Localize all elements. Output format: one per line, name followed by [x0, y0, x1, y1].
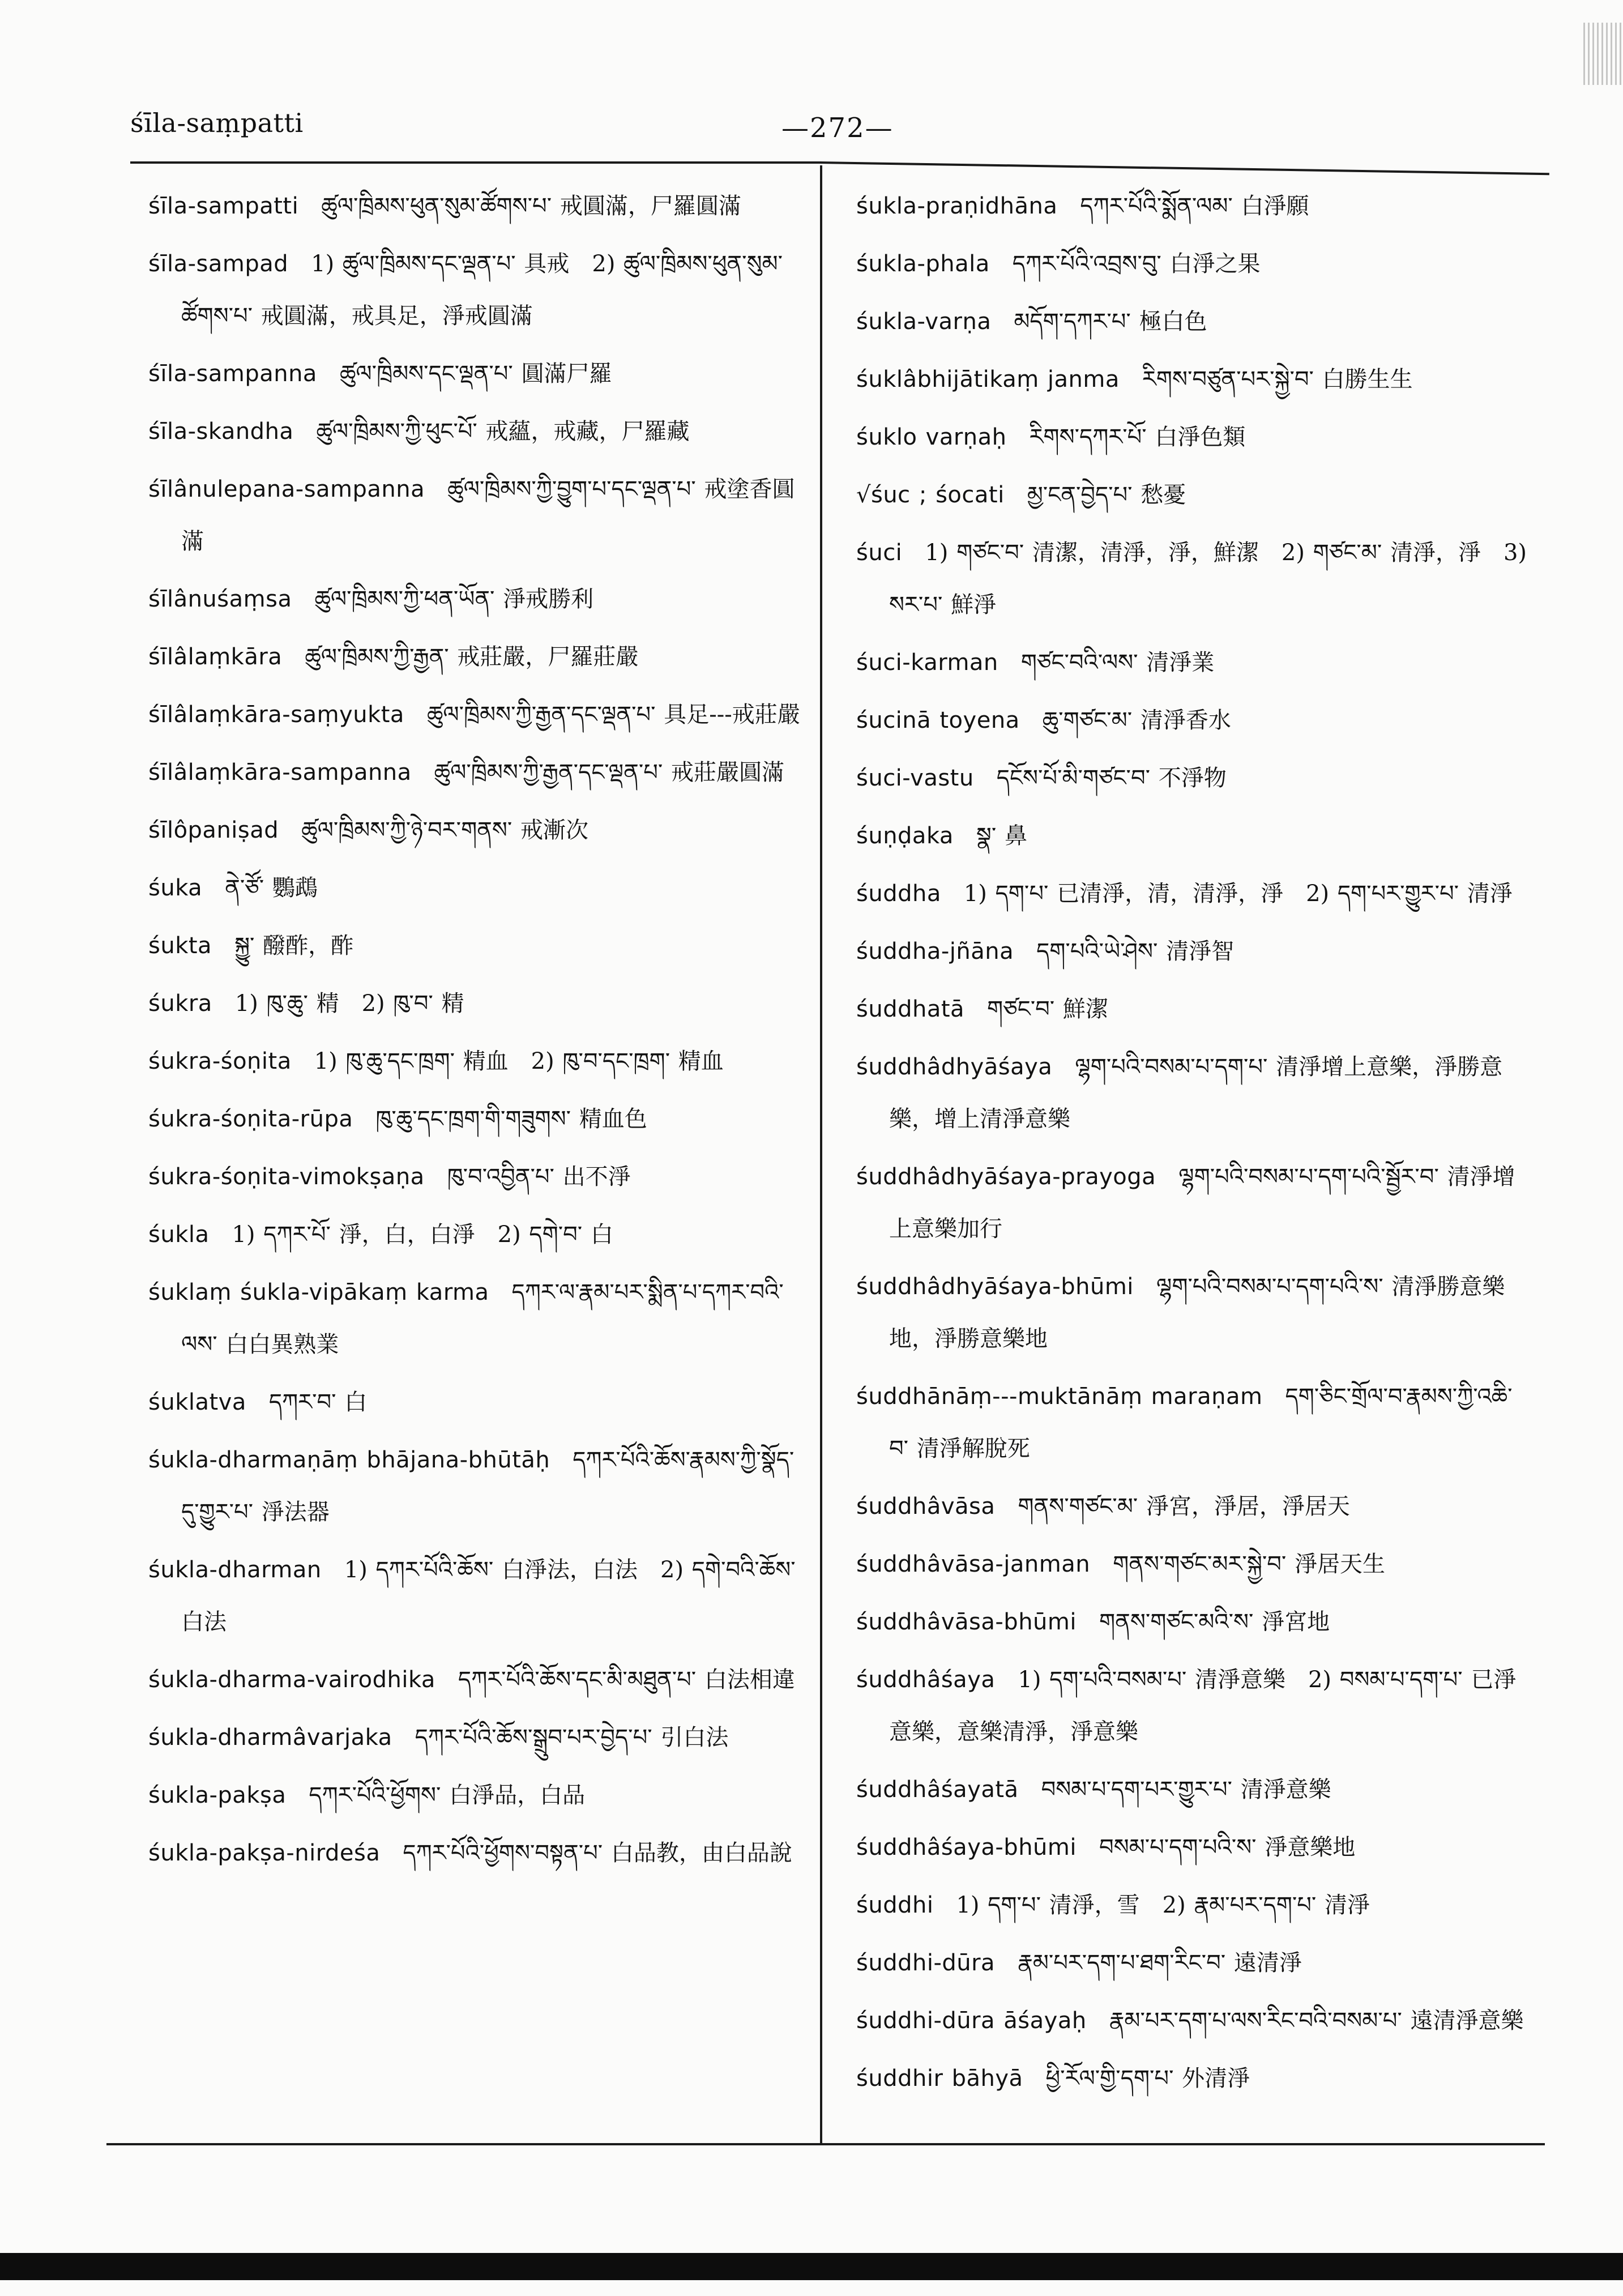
entry-headword: śīla-sampatti — [148, 193, 299, 219]
entry-definition: དཀར་བ་ 白 — [268, 1389, 368, 1415]
dictionary-entry — [856, 810, 1530, 862]
entry-headword: śuka — [148, 875, 203, 901]
entry-headword: śuddhi — [856, 1892, 934, 1918]
entry-definition: 1) དཀར་པོའི་ཆོས་ 白淨法，白法 2) དགེ་བའི་ཆོས་ 白法 — [181, 1557, 796, 1635]
dictionary-entry — [856, 527, 1530, 631]
dictionary-entry — [148, 1266, 805, 1371]
dictionary-entry — [148, 631, 805, 683]
entry-headword: śuddhâdhyāśaya-bhūmi — [856, 1274, 1134, 1300]
entry-definition: དག་ཅིང་གྲོལ་བ་རྣམས་ཀྱི་འཆི་བ་ 清淨解脫死 — [889, 1384, 1513, 1462]
right-column — [856, 180, 1530, 2110]
bottom-rule — [106, 2143, 1545, 2145]
dictionary-entry — [856, 411, 1530, 463]
entry-definition: གནས་གཙང་མའི་ས་ 淨宮地 — [1099, 1609, 1330, 1635]
entry-headword: śīlânuśaṃsa — [148, 586, 292, 612]
entry-headword: śuci-vastu — [856, 765, 974, 791]
entry-definition: དཀར་པོའི་ཆོས་རྣམས་ཀྱི་སྣོད་དུ་གྱུར་པ་ 淨法器 — [181, 1447, 795, 1525]
entry-definition: 1) དག་པ་ 清淨，雪 2) རྣམ་པར་དག་པ་ 清淨 — [956, 1892, 1370, 1918]
entry-definition: རྣམ་པར་དག་པ་ལས་རིང་བའི་བསམ་པ་ 遠清淨意樂 — [1109, 2008, 1524, 2034]
dictionary-entry — [148, 1544, 805, 1648]
entry-headword: śukla-varṇa — [856, 309, 992, 335]
entry-headword: śuddhâdhyāśaya-prayoga — [856, 1164, 1156, 1190]
entry-headword: śukla — [148, 1222, 210, 1248]
dictionary-entry — [856, 1654, 1530, 1758]
entry-definition: སྐྱུ་ 醱酢，酢 — [234, 933, 354, 959]
entry-headword: śuci — [856, 540, 903, 566]
entry-definition: 1) གཙང་བ་ 清潔，清淨，淨，鮮潔 2) གཙང་མ་ 清淨，淨 3) སར་པ་ 鮮淨 — [889, 540, 1527, 618]
dictionary-entry — [148, 1093, 805, 1145]
dictionary-entry — [856, 694, 1530, 746]
dictionary-entry — [148, 689, 805, 741]
entry-definition: 1) ཁུ་ཆུ་དང་ཁྲག་ 精血 2) ཁུ་བ་དང་ཁྲག་ 精血 — [314, 1048, 724, 1074]
entry-headword: śukra-śoṇita — [148, 1048, 292, 1074]
dictionary-entry — [148, 180, 805, 232]
dictionary-entry — [856, 637, 1530, 689]
left-column — [148, 180, 805, 1885]
entry-headword: śuklaṃ śukla-vipākaṃ karma — [148, 1279, 489, 1305]
page-number: —272— — [781, 112, 894, 144]
entry-headword: śukla-pakṣa — [148, 1782, 287, 1808]
entry-definition: མྱ་ངན་བྱེད་པ་ 愁憂 — [1027, 482, 1186, 508]
entry-definition: ཚུལ་ཁྲིམས་ཀྱི་ཕུང་པོ་ 戒蘊，戒藏，尸羅藏 — [316, 419, 690, 445]
dictionary-entry — [148, 978, 805, 1030]
entry-definition: 1) ཁུ་ཆུ་ 精 2) ཁུ་བ་ 精 — [234, 991, 464, 1017]
entry-definition: ལྷག་པའི་བསམ་པ་དག་པའི་ས་ 清淨勝意樂地，淨勝意樂地 — [889, 1274, 1505, 1352]
dictionary-entry — [856, 925, 1530, 978]
scan-edge-mark — [1583, 23, 1623, 85]
entry-definition: ནེ་ཙོ་ 鸚鵡 — [225, 875, 318, 901]
entry-headword: śuddhir bāhyā — [856, 2065, 1023, 2092]
entry-headword: śuṇḍaka — [856, 823, 954, 849]
entry-headword: śuddha-jñāna — [856, 938, 1014, 965]
dictionary-entry — [148, 463, 805, 567]
dictionary-entry — [856, 1596, 1530, 1648]
entry-headword: śuddhâśaya — [856, 1667, 996, 1693]
entry-definition: དཀར་པོའི་ཆོས་དང་མི་མཐུན་པ་ 白法相違 — [458, 1667, 795, 1693]
entry-definition: བསམ་པ་དག་པར་གྱུར་པ་ 清淨意樂 — [1041, 1777, 1331, 1803]
entry-definition: ཚུལ་ཁྲིམས་དང་ལྡན་པ་ 圓滿尸羅 — [339, 361, 612, 387]
entry-definition: 1) ཚུལ་ཁྲིམས་དང་ལྡན་པ་ 具戒 2) ཚུལ་ཁྲིམས་ཕུན་སུམ་ཚོགས་པ་ 戒圓滿，戒具足，淨戒圓滿 — [181, 251, 783, 329]
entry-definition: ལྷག་པའི་བསམ་པ་དག་པའི་སྦྱོར་བ་ 清淨增上意樂加行 — [889, 1164, 1515, 1242]
dictionary-entry — [148, 1209, 805, 1261]
entry-headword: śuddhatā — [856, 996, 965, 1022]
entry-definition: བསམ་པ་དག་པའི་ས་ 淨意樂地 — [1099, 1834, 1356, 1860]
entry-definition: གནས་གཙང་མ་ 淨宮，淨居，淨居天 — [1018, 1493, 1350, 1520]
entry-definition: གནས་གཙང་མར་སྐྱེ་བ་ 淨居天生 — [1113, 1551, 1385, 1577]
entry-headword: śuklatva — [148, 1389, 246, 1415]
entry-definition: རྣམ་པར་དག་པ་ཐག་རིང་བ་ 遠清淨 — [1018, 1950, 1302, 1976]
column-divider — [820, 165, 822, 2145]
entry-headword: śuddhâśayatā — [856, 1777, 1019, 1803]
dictionary-entry — [148, 406, 805, 458]
entry-definition: དཀར་པོའི་ཆོས་སྒྲུབ་པར་བྱེད་པ་ 引白法 — [415, 1725, 729, 1751]
entry-headword: śīlâlaṃkāra-sampanna — [148, 759, 412, 786]
dictionary-entry — [856, 1879, 1530, 1931]
entry-definition: དཀར་ལ་རྣམ་པར་སྨིན་པ་དཀར་བའི་ལས་ 白白異熟業 — [181, 1279, 784, 1358]
entry-headword: śuklâbhijātikaṃ janma — [856, 366, 1120, 392]
entry-definition: རིགས་དཀར་པོ་ 白淨色類 — [1029, 424, 1246, 450]
dictionary-entry — [148, 804, 805, 856]
entry-definition: ཚུལ་ཁྲིམས་ཀྱི་ཕན་ཡོན་ 淨戒勝利 — [314, 586, 594, 612]
dictionary-entry — [856, 1041, 1530, 1145]
dictionary-entry — [148, 1035, 805, 1087]
dictionary-entry — [856, 238, 1530, 290]
entry-definition: ཕྱི་རོལ་གྱི་དག་པ་ 外清淨 — [1045, 2065, 1250, 2092]
entry-headword: śuddhâvāsa — [856, 1493, 996, 1520]
entry-definition: ཚུལ་ཁྲིམས་ཀྱི་རྒྱན་ 戒莊嚴，尸羅莊嚴 — [305, 644, 639, 670]
dictionary-entry — [856, 1371, 1530, 1475]
entry-headword: śuddhi-dūra — [856, 1950, 996, 1976]
entry-headword: śīlôpaniṣad — [148, 817, 279, 843]
dictionary-entry — [856, 1151, 1530, 1255]
entry-definition: ཚུལ་ཁྲིམས་ཀྱི་བྱུག་པ་དང་ལྡན་པ་ 戒塗香圓滿 — [181, 476, 795, 554]
entry-headword: śīlâlaṃkāra-saṃyukta — [148, 702, 404, 728]
entry-definition: དཀར་པོའི་སྨོན་ལམ་ 白淨願 — [1080, 193, 1309, 219]
dictionary-entry — [148, 348, 805, 400]
running-head: śīla-saṃpatti — [130, 108, 304, 138]
entry-definition: ཁུ་ཆུ་དང་ཁྲག་གི་གཟུགས་ 精血色 — [375, 1106, 647, 1132]
dictionary-entry — [148, 746, 805, 799]
entry-definition: 1) དག་པ་ 已清淨，清，清淨，淨 2) དག་པར་གྱུར་པ་ 清淨 — [963, 881, 1513, 907]
entry-headword: śukra — [148, 991, 212, 1017]
dictionary-entry — [148, 1151, 805, 1203]
dictionary-entry — [856, 1538, 1530, 1590]
entry-definition: དཀར་པོའི་འབྲས་བུ་ 白淨之果 — [1012, 251, 1261, 277]
entry-headword: śīla-skandha — [148, 419, 294, 445]
entry-definition: ཚུལ་ཁྲིམས་ཀྱི་རྒྱན་དང་ལྡན་པ་ 戒莊嚴圓滿 — [434, 759, 784, 786]
entry-headword: śukta — [148, 933, 212, 959]
dictionary-entry — [856, 353, 1530, 406]
entry-headword: śuci-karman — [856, 650, 998, 676]
dictionary-entry — [148, 862, 805, 914]
dictionary-entry — [148, 1434, 805, 1538]
entry-headword: śukla-dharman — [148, 1557, 322, 1583]
dictionary-entry — [856, 1480, 1530, 1533]
dictionary-entry — [856, 1995, 1530, 2047]
entry-definition: དཀར་པོའི་ཕྱོགས་བསྟན་པ་ 白品教，由白品說 — [403, 1840, 792, 1866]
entry-headword: śīla-sampad — [148, 251, 289, 277]
entry-definition: ཚུལ་ཁྲིམས་ཀྱི་ཉེ་བར་གནས་ 戒漸次 — [301, 817, 589, 843]
entry-definition: ཚུལ་ཁྲིམས་ཕུན་སུམ་ཚོགས་པ་ 戒圓滿，尸羅圓滿 — [321, 193, 741, 219]
entry-definition: སྣ་ 鼻 — [976, 823, 1028, 849]
entry-headword: śukla-phala — [856, 251, 990, 277]
entry-headword: śīlâlaṃkāra — [148, 644, 283, 670]
dictionary-entry — [148, 573, 805, 625]
entry-headword: śuklo varṇaḥ — [856, 424, 1007, 450]
entry-definition: ཆུ་གཙང་མ་ 清淨香水 — [1042, 707, 1231, 733]
dictionary-entry — [148, 1712, 805, 1764]
entry-definition: 1) དཀར་པོ་ 淨，白，白淨 2) དགེ་བ་ 白 — [232, 1222, 613, 1248]
dictionary-entry — [148, 1827, 805, 1879]
dictionary-entry — [856, 1937, 1530, 1989]
dictionary-entry — [856, 469, 1530, 521]
entry-headword: śuddhānāṃ---muktānāṃ maraṇam — [856, 1384, 1263, 1410]
entry-headword: śuddhi-dūra āśayaḥ — [856, 2008, 1087, 2034]
entry-headword: śukla-dharmâvarjaka — [148, 1725, 392, 1751]
entry-headword: śukra-śoṇita-rūpa — [148, 1106, 353, 1132]
entry-definition: མདོག་དཀར་པ་ 極白色 — [1014, 309, 1207, 335]
entry-headword: śuddhâvāsa-bhūmi — [856, 1609, 1077, 1635]
entry-headword: śukla-dharmaṇāṃ bhājana-bhūtāḥ — [148, 1447, 550, 1473]
dictionary-entry — [856, 983, 1530, 1035]
dictionary-entry — [148, 920, 805, 972]
dictionary-entry — [148, 1769, 805, 1821]
entry-headword: śuddhâdhyāśaya — [856, 1054, 1053, 1080]
dictionary-entry — [856, 868, 1530, 920]
entry-definition: དག་པའི་ཡེ་ཤེས་ 清淨智 — [1036, 938, 1235, 965]
dictionary-entry — [856, 1764, 1530, 1816]
entry-headword: śīlânulepana-sampanna — [148, 476, 425, 502]
entry-headword: śukla-dharma-vairodhika — [148, 1667, 435, 1693]
dictionary-entry — [856, 752, 1530, 804]
footer-band — [0, 2253, 1623, 2280]
dictionary-entry — [148, 238, 805, 342]
dictionary-entry — [856, 1261, 1530, 1365]
entry-definition: 1) དག་པའི་བསམ་པ་ 清淨意樂 2) བསམ་པ་དག་པ་ 已淨意樂，意樂清淨，淨意樂 — [889, 1667, 1517, 1745]
top-rule-left — [130, 161, 821, 164]
entry-definition: དཀར་པོའི་ཕྱོགས་ 白淨品，白品 — [309, 1782, 586, 1808]
dictionary-entry — [148, 1654, 805, 1706]
entry-definition: གཙང་བའི་ལས་ 清淨業 — [1020, 650, 1215, 676]
entry-definition: རིགས་བཙུན་པར་སྐྱེ་བ་ 白勝生生 — [1142, 366, 1413, 392]
dictionary-entry — [148, 1376, 805, 1428]
entry-headword: śīla-sampanna — [148, 361, 317, 387]
dictionary-entry — [856, 180, 1530, 232]
entry-headword: śuddhâvāsa-janman — [856, 1551, 1091, 1577]
entry-headword: śukla-praṇidhāna — [856, 193, 1058, 219]
entry-definition: ཁུ་བ་འབྱིན་པ་ 出不淨 — [447, 1164, 631, 1190]
entry-definition: གཙང་བ་ 鮮潔 — [987, 996, 1108, 1022]
entry-definition: ལྷག་པའི་བསམ་པ་དག་པ་ 清淨增上意樂，淨勝意樂，增上清淨意樂 — [889, 1054, 1503, 1132]
entry-definition: དངོས་པོ་མི་གཙང་བ་ 不淨物 — [996, 765, 1227, 791]
entry-headword: śucinā toyena — [856, 707, 1020, 733]
dictionary-entry — [856, 296, 1530, 348]
entry-headword: śukla-pakṣa-nirdeśa — [148, 1840, 381, 1866]
entry-headword: śuddha — [856, 881, 941, 907]
entry-definition: ཚུལ་ཁྲིམས་ཀྱི་རྒྱན་དང་ལྡན་པ་ 具足---戒莊嚴 — [426, 702, 800, 728]
entry-headword: śuddhâśaya-bhūmi — [856, 1834, 1077, 1860]
dictionary-entry — [856, 1821, 1530, 1873]
top-rule-right — [820, 161, 1549, 175]
dictionary-entry — [856, 2052, 1530, 2105]
entry-headword: śukra-śoṇita-vimokṣaṇa — [148, 1164, 425, 1190]
entry-headword: √śuc ; śocati — [856, 482, 1005, 508]
